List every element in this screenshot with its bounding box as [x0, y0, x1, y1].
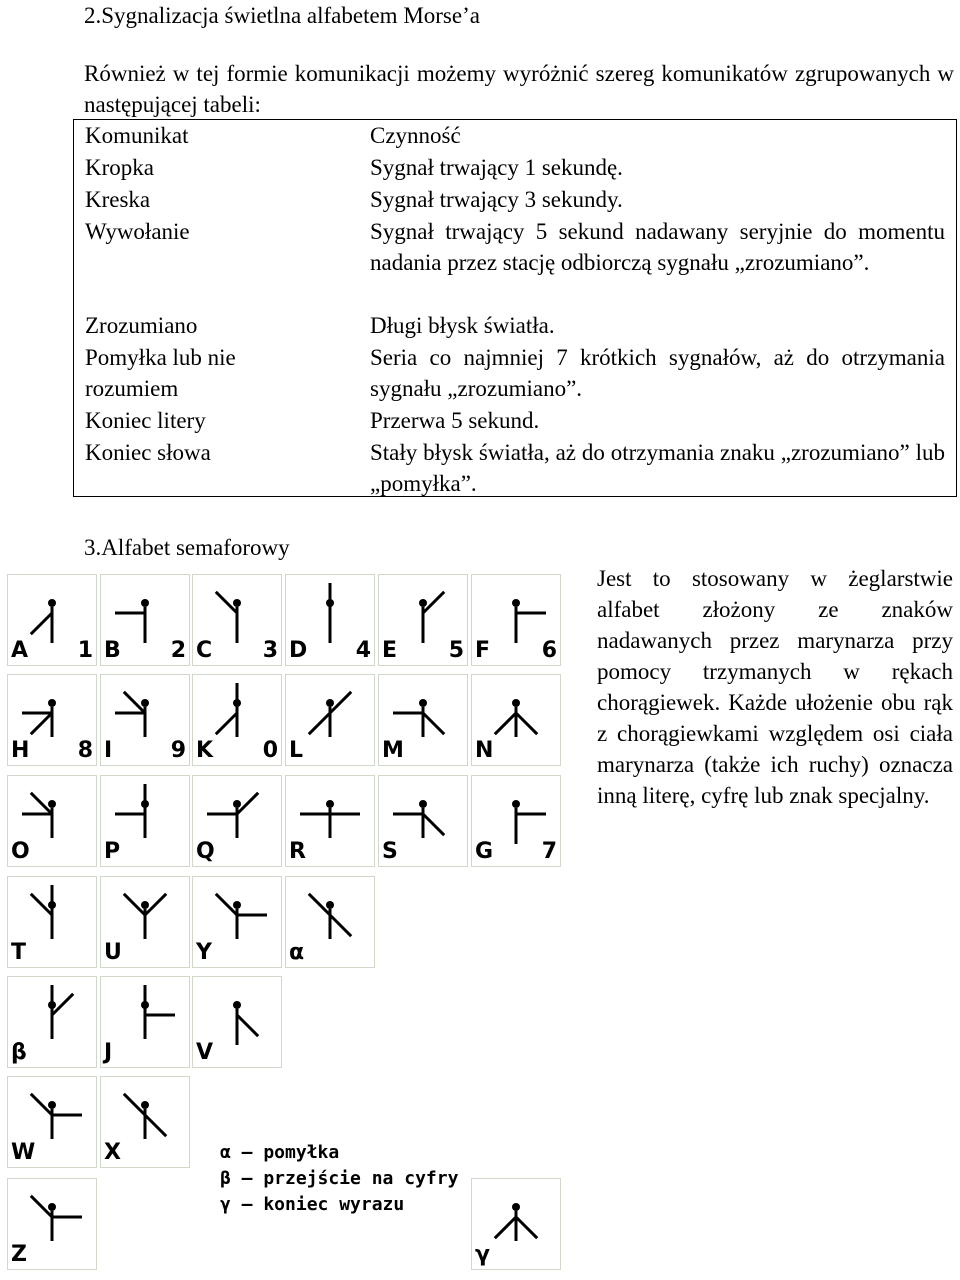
legend-item-beta: β – przejście na cyfry	[220, 1168, 459, 1189]
semaphore-letter: Y	[196, 940, 212, 965]
semaphore-letter: R	[289, 839, 306, 864]
semaphore-figure-icon	[101, 977, 189, 1067]
semaphore-cell	[192, 876, 282, 968]
semaphore-cell	[192, 674, 282, 766]
table-cell-message: Zrozumiano	[85, 313, 198, 338]
table-cell-message: Pomyłka lub nie rozumiem	[85, 345, 236, 401]
legend-item-alpha: α – pomyłka	[220, 1142, 340, 1163]
semaphore-letter: J	[104, 1040, 113, 1065]
semaphore-letter: Q	[196, 839, 215, 864]
semaphore-legend	[220, 1140, 458, 1218]
table-cell-message: Koniec litery	[85, 408, 206, 433]
semaphore-letter: Z	[11, 1242, 27, 1267]
semaphore-cell	[192, 976, 282, 1068]
semaphore-letter: M	[382, 738, 404, 763]
semaphore-digit: 5	[448, 638, 464, 663]
semaphore-letter: W	[11, 1140, 36, 1165]
signals-table	[73, 119, 957, 497]
semaphore-letter: S	[382, 839, 398, 864]
semaphore-digit: 1	[77, 638, 93, 663]
table-cell-message: Kropka	[85, 155, 154, 180]
intro-paragraph: Również w tej formie komunikacji możemy wyróżnić szereg komunikatów zgrupowanych w następującej tabeli:	[84, 61, 954, 117]
semaphore-cell	[471, 674, 561, 766]
table-cell-action: Seria co najmniej 7 krótkich sygnałów, aż do otrzymania sygnału „zrozumiano”.	[370, 345, 945, 401]
semaphore-cell	[100, 674, 190, 766]
semaphore-letter: L	[289, 738, 304, 763]
semaphore-description: Jest to stosowany w żeglarstwie alfabet złożony ze znaków nadawanych przez marynarza przy pomocy trzymanych w rękach chorągiewek. Każde ułożenie obu rąk z chorągiewkami względem osi ciała marynarza (także ich ruchy) oznacza inną literę, cyfrę lub znak specjalny.	[597, 566, 953, 808]
semaphore-letter: β	[11, 1040, 27, 1065]
semaphore-cell	[471, 1178, 561, 1270]
legend-item-gamma: γ – koniec wyrazu	[220, 1194, 405, 1215]
semaphore-letter: O	[11, 839, 30, 864]
semaphore-digit: 8	[77, 738, 93, 763]
semaphore-cell	[378, 674, 468, 766]
semaphore-digit: 6	[541, 638, 557, 663]
semaphore-cell	[7, 876, 97, 968]
semaphore-letter: T	[11, 940, 27, 965]
semaphore-cell	[285, 574, 375, 666]
table-cell-action: Sygnał trwający 1 sekundę.	[370, 155, 623, 180]
table-cell-message: Kreska	[85, 187, 151, 212]
semaphore-letter: C	[196, 638, 213, 663]
table-cell-action: Sygnał trwający 3 sekundy.	[370, 187, 623, 212]
section-heading-semaphore: 3.Alfabet semaforowy	[84, 535, 290, 560]
semaphore-letter: U	[104, 940, 122, 965]
semaphore-cell	[285, 876, 375, 968]
section-heading-morse: 2.Sygnalizacja świetlna alfabetem Morse’a	[84, 3, 480, 28]
semaphore-cell	[7, 1178, 97, 1270]
semaphore-letter: F	[475, 638, 491, 663]
semaphore-letter: H	[11, 738, 30, 763]
semaphore-letter: B	[104, 638, 121, 663]
semaphore-digit: 4	[355, 638, 371, 663]
semaphore-letter: α	[289, 940, 305, 965]
table-header-action: Czynność	[370, 123, 461, 148]
semaphore-cell	[7, 1076, 97, 1168]
semaphore-cell	[192, 775, 282, 867]
semaphore-digit: 7	[541, 839, 557, 864]
table-cell-action: Długi błysk światła.	[370, 313, 555, 338]
semaphore-letter: G	[475, 839, 494, 864]
semaphore-cell	[378, 574, 468, 666]
semaphore-digit: 9	[170, 738, 186, 763]
table-cell-action: Sygnał trwający 5 sekund nadawany seryjnie do momentu nadania przez stację odbiorczą sygnału „zrozumiano”.	[370, 219, 945, 275]
semaphore-letter: P	[104, 839, 121, 864]
semaphore-cell	[471, 775, 561, 867]
table-cell-message: Wywołanie	[85, 219, 190, 244]
semaphore-letter: N	[475, 738, 494, 763]
semaphore-letter: D	[289, 638, 308, 663]
semaphore-cell	[7, 976, 97, 1068]
semaphore-letter: X	[104, 1140, 121, 1165]
semaphore-cell	[192, 574, 282, 666]
semaphore-letter: E	[382, 638, 398, 663]
semaphore-cell	[7, 574, 97, 666]
semaphore-letter: K	[196, 738, 214, 763]
semaphore-letter: V	[196, 1040, 214, 1065]
semaphore-letter: I	[104, 738, 113, 763]
table-cell-action: Stały błysk światła, aż do otrzymania znaku „zrozumiano” lub „pomyłka”.	[370, 440, 945, 496]
semaphore-digit: 3	[262, 638, 278, 663]
semaphore-cell	[100, 775, 190, 867]
semaphore-cell	[285, 775, 375, 867]
table-cell-action: Przerwa 5 sekund.	[370, 408, 540, 433]
semaphore-cell	[378, 775, 468, 867]
semaphore-cell	[471, 574, 561, 666]
semaphore-cell	[7, 674, 97, 766]
semaphore-digit: 0	[262, 738, 278, 763]
semaphore-cell	[100, 1076, 190, 1168]
semaphore-cell	[100, 976, 190, 1068]
table-header-message: Komunikat	[85, 123, 189, 148]
table-cell-message: Koniec słowa	[85, 440, 211, 465]
semaphore-cell	[285, 674, 375, 766]
semaphore-cell	[100, 574, 190, 666]
semaphore-letter: γ	[475, 1242, 490, 1267]
semaphore-cell	[7, 775, 97, 867]
semaphore-digit: 2	[170, 638, 186, 663]
semaphore-letter: A	[11, 638, 29, 663]
semaphore-cell	[100, 876, 190, 968]
